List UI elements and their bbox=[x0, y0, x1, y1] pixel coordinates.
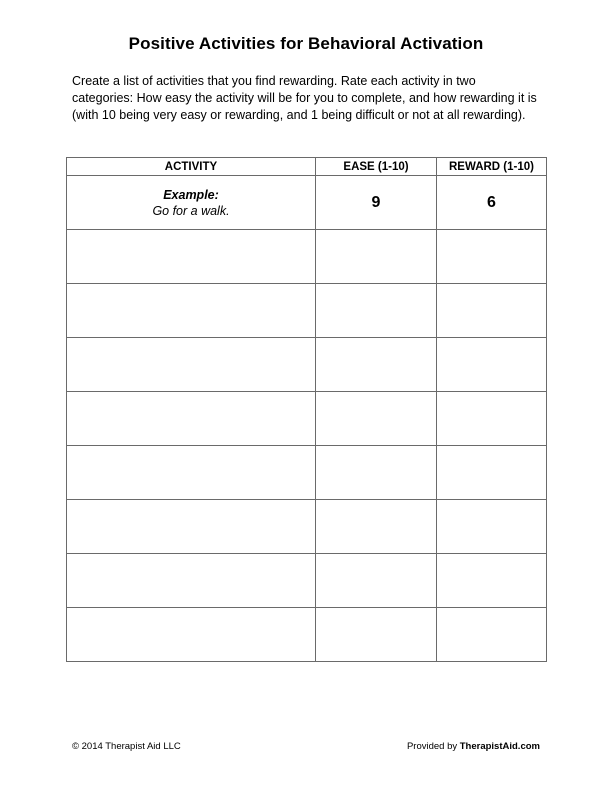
table-header-row bbox=[67, 158, 547, 176]
example-label: Example: bbox=[163, 187, 219, 202]
activity-entry-cell[interactable] bbox=[67, 284, 316, 338]
example-row bbox=[67, 176, 547, 230]
footer-provided-by: Provided by bbox=[406, 741, 458, 752]
ease-entry-cell[interactable] bbox=[316, 500, 437, 554]
table-row bbox=[67, 230, 547, 284]
activity-entry-cell[interactable] bbox=[67, 230, 316, 284]
activity-entry-cell[interactable] bbox=[67, 554, 316, 608]
page-title: Positive Activities for Behavioral Activation bbox=[128, 34, 484, 53]
example-ease-score: 9 bbox=[371, 193, 381, 211]
ease-entry-cell[interactable] bbox=[316, 284, 437, 338]
example-reward-score: 6 bbox=[487, 193, 496, 211]
activity-entry-cell[interactable] bbox=[67, 500, 316, 554]
activity-entry-cell[interactable] bbox=[67, 392, 316, 446]
instructions-text: Create a list of activities that you find rewarding. Rate each activity in two categories: How easy the activity will be for you to complete, and how rewarding it is (with 10 being very easy or rewarding, and 1 being difficult or not at all rewarding). bbox=[72, 74, 537, 122]
ease-entry-cell[interactable] bbox=[316, 230, 437, 284]
example-reward-cell bbox=[437, 176, 547, 230]
table-row bbox=[67, 284, 547, 338]
table-row bbox=[67, 500, 547, 554]
activity-entry-cell[interactable] bbox=[67, 608, 316, 662]
activity-entry-cell[interactable] bbox=[67, 446, 316, 500]
example-activity-cell bbox=[67, 176, 316, 230]
footer-brand-link[interactable]: TherapistAid.com bbox=[459, 741, 540, 752]
activities-table bbox=[66, 157, 547, 662]
reward-column-header: REWARD (1-10) bbox=[437, 158, 547, 176]
reward-entry-cell[interactable] bbox=[437, 284, 547, 338]
ease-entry-cell[interactable] bbox=[316, 338, 437, 392]
table-row bbox=[67, 608, 547, 662]
ease-entry-cell[interactable] bbox=[316, 554, 437, 608]
table-row bbox=[67, 554, 547, 608]
table-row bbox=[67, 392, 547, 446]
example-ease-cell bbox=[316, 176, 437, 230]
reward-entry-cell[interactable] bbox=[437, 230, 547, 284]
reward-entry-cell[interactable] bbox=[437, 608, 547, 662]
example-activity-text: Go for a walk. bbox=[152, 203, 230, 218]
table-row bbox=[67, 446, 547, 500]
activity-column-header: ACTIVITY bbox=[67, 158, 316, 176]
ease-entry-cell[interactable] bbox=[316, 392, 437, 446]
ease-entry-cell[interactable] bbox=[316, 446, 437, 500]
activity-entry-cell[interactable] bbox=[67, 338, 316, 392]
table-row bbox=[67, 338, 547, 392]
ease-entry-cell[interactable] bbox=[316, 608, 437, 662]
reward-entry-cell[interactable] bbox=[437, 446, 547, 500]
reward-entry-cell[interactable] bbox=[437, 392, 547, 446]
ease-column-header: EASE (1-10) bbox=[316, 158, 437, 176]
footer-attribution bbox=[407, 741, 540, 752]
footer-copyright: © 2014 Therapist Aid LLC bbox=[72, 741, 181, 752]
reward-entry-cell[interactable] bbox=[437, 500, 547, 554]
reward-entry-cell[interactable] bbox=[437, 338, 547, 392]
reward-entry-cell[interactable] bbox=[437, 554, 547, 608]
